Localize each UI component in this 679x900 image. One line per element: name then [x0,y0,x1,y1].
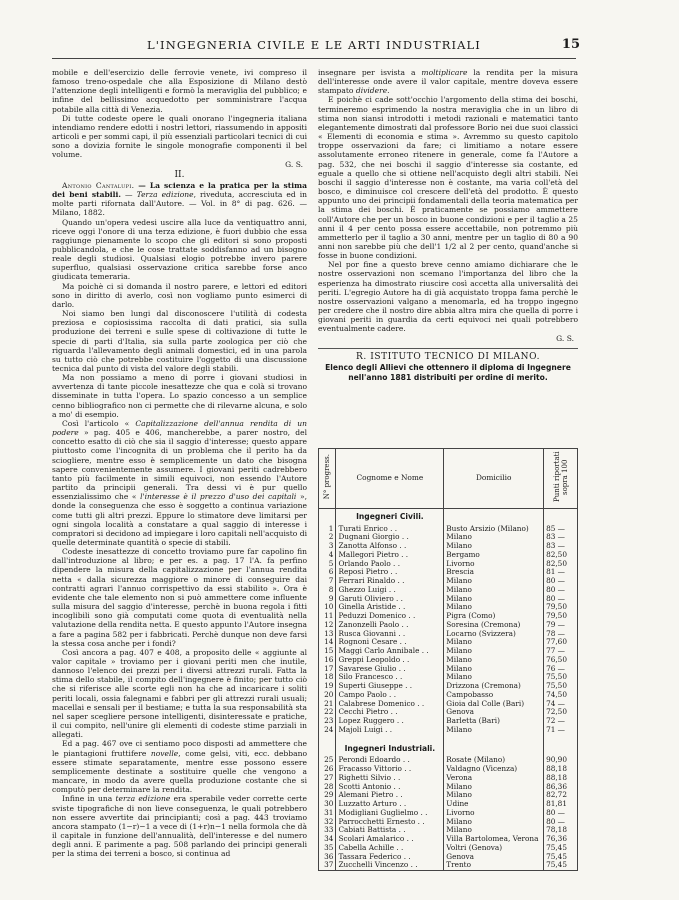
row-number: 10 [319,603,336,612]
points: 80 — [544,586,578,595]
points: 75,45 [544,861,578,870]
italic-run: l'interesse è il prezzo d'uso dei capitali [140,492,297,502]
domicile: Drizzona (Cremona) [444,682,544,691]
points: 79,50 [544,612,578,621]
text-run: , come gelsi, viti, ecc. debbano essere stimate separatamente, mentre esse possono essere semplicemente destinate a sostituire quelle che vengono a mancare, in modo da avere quella produzione costante che si computò per determinare la rendita. [52,748,307,795]
student-name: Zanonzelli Paolo . . [338,619,409,629]
institute-subtitle: Elenco degli Allievi che ottennero il diploma di Ingegnere [325,362,571,372]
row-number: 11 [319,612,336,621]
points: 72,50 [544,708,578,717]
student-name: Parrocchetti Ernesto . . [338,816,425,826]
text-run: insegnare per isvista a [318,68,422,77]
row-number: 1 [319,525,336,534]
points: 78 — [544,630,578,639]
points: 74 — [544,700,578,709]
student-name: Calabrese Domenico . . [338,698,425,708]
paragraph: Ma poichè ci si domanda il nostro parere, e lettori ed editori sono in diritto di averlo, così non vogliamo punto esimerci di darlo. [52,281,307,309]
section-title-civil: Ingegneri Civili. [356,511,424,521]
text-run: » pag. 405 e 406, mancherebbe, a parer nostro, del concetto esatto di ciò che sia il saggio d'interesse; questo appare piuttosto come l'incognita di un problema che il perito ha da sciogliere, mentre esso è semplicemente un dato che bisogna sapere convenientemente assumere. I giovani periti cadrebbero tanto più facilmente in simili equivoci, non essendo l'Autore partito da principii generali. Tra dessi vi è pur quello essenzialissimo che « [52,428,307,502]
row-number: 33 [319,826,336,835]
book-details: , riveduta, accresciuta ed in molte parti rifornata dall'Autore. — Vol. in 8° di pag. 626. — Milano, 1882. [52,190,307,218]
points: 83 — [544,542,578,551]
points: 76 — [544,665,578,674]
book-edition: Terza edizione [136,190,194,200]
row-number: 12 [319,621,336,630]
domicile: Busto Arsizio (Milano) [444,525,544,534]
row-number: 23 [319,717,336,726]
points: 80 — [544,818,578,827]
student-name: Ghezzo Luigi . . [338,584,396,594]
points: 74,50 [544,691,578,700]
domicile: Bergamo [444,551,544,560]
section-number: II. [174,169,185,180]
domicile: Genova [444,853,544,862]
paragraph: Codeste inesattezze di concetto troviamo pure far capolino fin dall'introduzione al libro; e per es. a pag. 17 l'A. fa perfino dipendere la misura della capitalizzazione per l'annua rendita netta « dalla sicurezza maggiore o minore di conseguire dai contratti agrari l'annuo corrispettivo da essi stabilito ». Ora è evidente che tale elemento non si può ammettere come influente sulla misura del saggio d'interesse, perchè in buona regola i fitti incoglibili sono già computati come quota di eventualità nella valutazione della rendita netta. E questo appunto l'Autore insegna a fare a pagina 582 per i fabbricati. Perchè dunque non deve farsi la stessa cosa anche per i fondi? [52,547,307,648]
row-number: 5 [319,560,336,569]
bib-separator: — [121,190,137,200]
points: 80 — [544,595,578,604]
header-number [319,449,336,509]
points: 79 — [544,621,578,630]
text-run: Infine in una [62,794,116,804]
signature: G. S. [285,159,303,169]
signature: G. S. [556,333,574,343]
student-name: Righetti Silvio . . [338,772,401,782]
section-title-industrial: Ingegneri Industriali. [344,743,436,753]
left-column [52,68,307,858]
points: 75,45 [544,853,578,862]
institute-subtitle: nell'anno 1881 distribuiti per ordine di merito. [348,373,548,383]
student-name: Modigliani Guglielmo . . [338,807,428,817]
row-number: 37 [319,861,336,870]
section-row-civil [319,508,578,524]
points: 71 — [544,726,578,735]
domicile: Villa Bartolomea, Verona [444,835,544,844]
student-name: Cecchi Pietro . . [338,707,398,717]
row-number: 29 [319,791,336,800]
points: 78,18 [544,826,578,835]
domicile: Milano [444,638,544,647]
row-number: 20 [319,691,336,700]
row-number: 16 [319,656,336,665]
points: 77 — [544,647,578,656]
table-row [319,726,578,735]
points: 80 — [544,577,578,586]
student-name: Turati Enrico . . [338,523,398,533]
page-header [52,37,580,56]
student-name: Maggi Carlo Annibale . . [338,646,429,655]
student-name: Lopez Ruggero . . [338,716,404,725]
student-name: Greppi Leopoldo . . [338,654,410,664]
domicile: Valdagno (Vicenza) [444,765,544,774]
paragraph [52,739,307,794]
points: 81 — [544,568,578,577]
domicile: Campobasso [444,691,544,700]
paragraph: mobile e dell'esercizio delle ferrovie venete, ivi compreso il famoso treno-ospedale che alla Esposizione di Milano destò l'attenzione degli intelligenti e formò la meraviglia del pubblico; e infine del bellissimo acquedotto per somministrare l'acqua potabile alla città di Venezia. [52,68,307,114]
row-number: 19 [319,682,336,691]
row-number: 14 [319,638,336,647]
table-row [319,861,578,870]
domicile: Gioia dal Colle (Bari) [444,700,544,709]
points: 76,50 [544,656,578,665]
student-name: Scolari Amalarico . . [338,834,414,843]
student-name: Luzzatto Arturo . . [338,799,407,808]
student-name: Fracasso Vittorio . . [338,764,412,773]
student-name: Peduzzi Domenico . . [338,611,416,620]
running-title: L'INGEGNERIA CIVILE E LE ARTI INDUSTRIALI [147,38,481,52]
domicile: Milano [444,542,544,551]
row-number: 30 [319,800,336,809]
student-name: Silo Francesco . . [338,672,403,682]
points: 77,60 [544,638,578,647]
domicile: Milano [444,595,544,604]
domicile: Barletta (Bari) [444,717,544,726]
student-name: Tassara Federico . . [338,851,411,861]
points: 81,81 [544,800,578,809]
student-name: Ginella Aristide . . [338,602,406,612]
row-number: 7 [319,577,336,586]
domicile: Milano [444,533,544,542]
row-number: 36 [319,853,336,862]
paragraph: Nel por fine a questo breve cenno amiamo dichiarare che le nostre osservazioni non scemano l'importanza del libro che la esperienza ha dimostrato riuscire così accetta alla universalità dei periti. L'egregio Autore ha di già acquistato troppa fama perchè le nostre osservazioni valgano a menomarla, ed ha troppo ingegno per credere che il nostro dire abbia altra mira che quella di porre i giovani periti in guardia da certi equivoci nei quali potrebbero eventualmente cadere. [318,260,578,334]
domicile: Genova [444,708,544,717]
student-name: Savarese Giulio . . [338,663,406,673]
domicile: Milano [444,586,544,595]
points: 80 — [544,809,578,818]
header-number-label: N° progress. [323,454,332,500]
italic-run: Capitalizzazione dell'annua rendita di un podere [52,418,307,438]
domicile: Udine [444,800,544,809]
text-run: . [387,86,390,96]
paragraph: E poichè ci cade sott'occhio l'argomento della stima dei boschi, termineremo esprimendo la nostra meraviglia che in un libro di stima non siansi introdotti i metodi razionali e matematici tanto elegantemente dimostrati dal professore Borio nei due suoi classici « Elementi di economia e stima ». Avremmo su questo capitolo troppe osservazioni da fare; ci limitiamo a notare essere assolutamente erroneo ritenere in generale, come fa l'Autore a pag. 532, che nei boschi il saggio d'interesse sia costante, ed eguale a quello che si ottiene nell'acquisto degli altri stabili. Nei boschi il saggio d'interesse non è costante, ma varia coll'età del bosco, e diminuisce col crescere dell'età del prodotto. È questo appunto uno dei principii fondamentali della teoria matematica per la stima dei boschi. È praticamente se possiamo ammettere coll'Autore che per un bosco in buone condizioni e per il taglio a 25 anni il 4 per cento possa essere accettabile, non potremmo più ammetterlo per il taglio a 30 anni, mentre per un taglio di 80 a 90 anni non sarebbe più che dell'1 1/2 al 2 per cento, quand'anche si fosse in buone condizioni. [318,95,578,261]
domicile: Milano [444,577,544,586]
domicile: Milano [444,726,544,735]
points: 82,50 [544,551,578,560]
table-header-row [319,449,578,509]
row-number: 9 [319,595,336,604]
row-number: 25 [319,756,336,765]
row-number: 15 [319,647,336,656]
paragraph: Quando un'opera vedesi uscire alla luce da ventiquattro anni, riceve oggi l'onore di una terza edizione, è fuori dubbio che essa raggiunge pienamente lo scopo che gli editori si sono proposti pubblicandola, e che le cose trattate soddisfanno ad un bisogno reale degli studiosi. Qualsiasi elogio potrebbe invero parere superfluo, qualsiasi osservazione critica sarebbe forse anco giudicata temeraria. [52,217,307,282]
student-name: Cabiati Battista . . [338,825,406,835]
domicile: Milano [444,647,544,656]
header-name: Cognome e Nome [336,449,444,509]
points: 75,50 [544,673,578,682]
header-rule [52,58,576,59]
points: 82,50 [544,560,578,569]
row-number: 22 [319,708,336,717]
domicile: Locarno (Svizzera) [444,630,544,639]
row-number: 32 [319,818,336,827]
header-points-label: Punti riportati sopra 100 [552,451,569,503]
text-run: Così l'articolo « [62,418,136,428]
row-number: 26 [319,765,336,774]
student-name: Majoli Luigi . . [338,724,393,734]
domicile: Voltri (Genova) [444,844,544,853]
right-column [318,68,578,383]
row-number: 24 [319,726,336,735]
paragraph [52,794,307,858]
bibliographic-entry [52,181,307,218]
text-run: », donde la conseguenza che esso è soggetto a continua variazione come tutti gli altri prezzi. Eppure lo stimatore deve limitarsi per ogni singola località a constatare a qual saggio di interesse i compratori si decidono ad impiegare i loro capitali nell'acquisto di quelle determinate quantità o specie di stabili. [52,492,307,547]
domicile: Milano [444,665,544,674]
student-name: Perondi Edoardo . . [338,755,410,765]
paragraph: Così ancora a pag. 407 e 408, a proposito delle « aggiunte al valor capitale » troviamo per i giovani periti men che inutile, dannoso l'elenco dei prezzi per i diversi attrezzi rurali. Fatta la stima dello stabile, il compito dell'ingegnere è finito; per tutto ciò che si riferisce alle scorte egli non ha che ad incaricare i soliti periti locali, ossia falegnami e fabbri per gli attrezzi rurali usuali; macellai e sensali per il bestiame; e tutta la sua responsabilità sta nel saper scegliere persone intelligenti, disinteressate e pratiche, il cui compito, nell'unire gli elementi di codeste stime parziali in allegati. [52,647,307,740]
header-domicile: Domicilio [444,449,544,509]
italic-run: terza edizione [115,794,171,804]
row-number: 8 [319,586,336,595]
domicile: Milano [444,826,544,835]
row-number: 31 [319,809,336,818]
student-name: Alemani Pietro . . [338,790,403,800]
italic-run: dividere [355,86,388,96]
text-run: era sperabile veder corrette certe sviste tipografiche di non lieve conseguenza, le quali potrebbero non essere avvertite dai principianti; così a pag. 443 troviamo ancora stampato (1−r)−1 a vece di (1+r)n−1 nella formola che dà il capitale in funzione dell'annualità, dell'interesse e del numero degli anni. E parimente a pag. 508 parlando dei principi generali per la stima dei terreni a bosco, si continua ad [52,794,308,859]
row-number: 17 [319,665,336,674]
student-name: Zucchelli Vincenzo . . [338,860,418,870]
student-name: Reposi Pietro . . [338,567,398,577]
domicile: Soresina (Cremona) [444,621,544,630]
student-name: Dugnani Giorgio . . [338,532,409,542]
student-name: Rusca Giovanni . . [338,628,406,638]
page-number: 15 [561,37,580,52]
points: 75,50 [544,682,578,691]
domicile: Rosate (Milano) [444,756,544,765]
italic-run: moltiplicare [421,68,468,77]
row-number: 3 [319,542,336,551]
row-number: 6 [319,568,336,577]
student-name: Mallegori Pietro . . [338,549,409,559]
text-run: Ed a pag. 467 ove ci sentiamo poco disposti ad ammettere che le piantagioni fruttifere [52,739,307,758]
table-body [319,508,578,870]
book-title: — La scienza e la pratica per la stima dei beni stabili. [52,180,307,200]
paragraph: Noi siamo ben lungi dal disconoscere l'utilità di codesta preziosa e copiosissima raccolta di dati pratici, sia sulla produzione dei terreni e sulle spese di coltivazione di tutte le specie di parti d'Italia, sia sulla parte zoologica per ciò che riguarda l'allevamento degli animali domestici, ed in una parola su tutto ciò che potrebbe costituire l'oggetto di una discussione tecnica dal punto di vista del valore degli stabili. [52,309,307,373]
student-name: Zanotta Alfonso . . [338,541,407,550]
row-number: 18 [319,673,336,682]
institute-title: R. ISTITUTO TECNICO DI MILANO. [355,351,541,362]
points: 72 — [544,717,578,726]
student-name: Orlando Paolo . . [338,558,401,568]
points: 86,36 [544,783,578,792]
domicile: Verona [444,774,544,783]
domicile: Pigra (Como) [444,612,544,621]
points: 82,72 [544,791,578,800]
student-name: Cabella Achille . . [338,842,404,852]
row-number: 27 [319,774,336,783]
row-number: 35 [319,844,336,853]
domicile: Milano [444,673,544,682]
italic-run: novelle [150,748,179,758]
section-row-industrial [319,741,578,757]
book-author: Antonio Cantalupi. [62,180,135,190]
points: 75,45 [544,844,578,853]
student-name: Scotti Antonio . . [338,781,401,791]
domicile: Livorno [444,809,544,818]
row-number: 21 [319,700,336,709]
paragraph [52,419,307,547]
header-points [544,449,578,509]
domicile: Trento [444,861,544,870]
student-name: Garuti Oliviero . . [338,593,403,603]
domicile: Milano [444,783,544,792]
student-name: Superti Giuseppe . . [338,681,413,690]
row-number: 4 [319,551,336,560]
points: 88,18 [544,774,578,783]
student-name: Ferrari Rinaldo . . [338,576,405,585]
paragraph: Ma non possiamo a meno di porre i giovani studiosi in avvertenza di tante piccole inesattezze che qua e colà si trovano disseminate in tutta l'opera. Lo spazio concesso a un semplice cenno bibliografico non ci permette che di rilevarne alcuna, e solo a mo' di esempio. [52,373,307,419]
points: 85 — [544,525,578,534]
section-divider [318,348,578,349]
graduates-table [318,448,578,871]
domicile: Livorno [444,560,544,569]
student-name: Rognoni Cesare . . [338,637,407,647]
paragraph [318,68,578,95]
points: 76,36 [544,835,578,844]
points: 79,50 [544,603,578,612]
row-number: 28 [319,783,336,792]
paragraph: Di tutte codeste opere le quali onorano l'ingegneria italiana intendiamo rendere edotti i nostri lettori, riassumendo in appositi articoli e per sommi capi, il più essenziali particolari tecnici di cui sono a dovizia fornite le singole monografie componenti il bel volume. [52,113,307,160]
domicile: Milano [444,818,544,827]
domicile: Milano [444,656,544,665]
text-run: la rendita per la misura dell'interesse onde avere il valor capitale, mentre doveva essere stampato [318,68,579,96]
domicile: Brescia [444,568,544,577]
student-name: Campo Paolo . . [338,689,397,699]
domicile: Milano [444,791,544,800]
row-number: 13 [319,630,336,639]
points: 90,90 [544,756,578,765]
points: 83 — [544,533,578,542]
row-number: 34 [319,835,336,844]
domicile: Milano [444,603,544,612]
points: 88,18 [544,765,578,774]
row-number: 2 [319,533,336,542]
